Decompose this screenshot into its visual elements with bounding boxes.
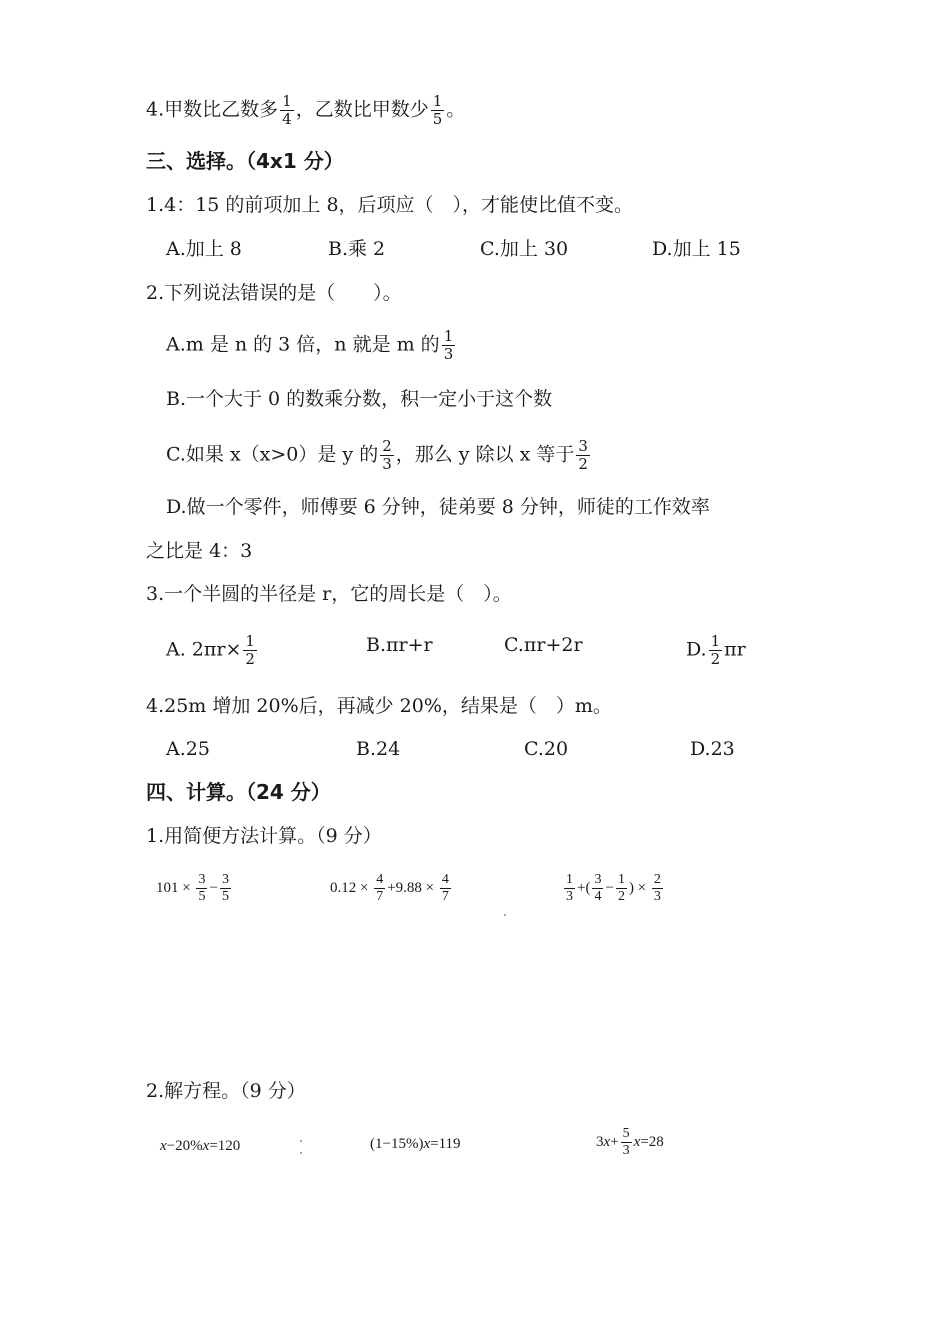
section-heading-choice: 三、选择。（4x1 分） [146, 149, 344, 173]
option-c: C.20 [524, 738, 569, 760]
fraction: $\frac{1}{3}$ [566, 872, 573, 904]
fraction: $\frac{1}{4}$ [282, 92, 292, 128]
fraction: $\frac{3}{4}$ [594, 872, 602, 904]
option-d-line-1: D.做一个零件，师傅要 6 分钟，徒弟要 8 分钟，师徒的工作效率 [166, 496, 710, 518]
option-c: C.加上 30 [480, 238, 569, 260]
fraction: $\frac{2}{3}$ [382, 437, 392, 473]
fraction: $\frac{1}{2}$ [710, 632, 721, 668]
option-a: A.25 [166, 738, 210, 760]
scan-speck [300, 1140, 302, 1142]
fraction: $\frac{1}{3}$ [443, 327, 454, 363]
scan-speck [300, 1152, 302, 1154]
fill-question-4: 4.甲数比乙数多 $\frac{1}{4}$ ，乙数比甲数少 $\frac{1}{5}$ 。 [146, 92, 466, 128]
fraction: $\frac{3}{2}$ [578, 437, 588, 473]
option-b: B.πr+r [366, 634, 433, 656]
option-a: A. 2πr× $\frac{1}{2}$ [166, 632, 255, 668]
equation-1: x−20%x=120 [160, 1138, 241, 1154]
fraction: $\frac{1}{5}$ [432, 92, 443, 128]
choice-question-4: 4.25m 增加 20%后，再减少 20%，结果是（ ）m。 [146, 695, 612, 717]
option-b: B.乘 2 [328, 238, 386, 260]
scan-speck [504, 914, 506, 916]
option-a: A.加上 8 [166, 238, 242, 260]
equation-2: (1−15%)x=119 [370, 1136, 461, 1152]
fraction: $\frac{1}{2}$ [245, 632, 255, 668]
choice-question-1: 1.4：15 的前项加上 8，后项应（ ），才能使比值不变。 [146, 194, 634, 216]
fraction: $\frac{2}{3}$ [653, 872, 661, 904]
option-c: C.πr+2r [504, 634, 583, 656]
fraction: $\frac{4}{7}$ [376, 872, 384, 904]
option-c: C.如果 x（x>0）是 y 的 $\frac{2}{3}$ ，那么 y 除以 x 等于 $\frac{3}{2}$ [166, 437, 588, 473]
option-d: D.加上 15 [652, 238, 741, 260]
calc-expression-3: $\frac{1}{3}$ +( $\frac{3}{4}$ − $\frac{1}{2}$ ) × $\frac{2}{3}$ [566, 872, 661, 904]
fraction: $\frac{5}{3}$ [622, 1126, 630, 1158]
option-b: B.24 [356, 738, 401, 760]
choice-question-3: 3.一个半圆的半径是 r，它的周长是（ ）。 [146, 583, 512, 605]
option-d: D. $\frac{1}{2}$ πr [686, 632, 746, 668]
fraction: $\frac{3}{5}$ [221, 872, 229, 904]
calc-expression-1: 101 × $\frac{3}{5}$ − $\frac{3}{5}$ [156, 872, 229, 904]
fraction: $\frac{3}{5}$ [198, 872, 206, 904]
calc-expression-2: 0.12 × $\frac{4}{7}$ +9.88 × $\frac{4}{7}$ [330, 872, 449, 904]
option-b: B.一个大于 0 的数乘分数，积一定小于这个数 [166, 388, 553, 410]
option-a: A.m 是 n 的 3 倍，n 就是 m 的 $\frac{1}{3}$ [166, 327, 454, 363]
choice-question-2: 2.下列说法错误的是（ ）。 [146, 282, 402, 304]
fraction: $\frac{1}{2}$ [617, 872, 625, 904]
calc-subsection-2-title: 2.解方程。（9 分） [146, 1080, 306, 1102]
option-d: D.23 [690, 738, 735, 760]
fraction: $\frac{4}{7}$ [441, 872, 449, 904]
option-d-line-2: 之比是 4：3 [146, 540, 253, 562]
section-heading-calc: 四、计算。（24 分） [146, 780, 331, 804]
calc-subsection-1-title: 1.用简便方法计算。（9 分） [146, 825, 382, 847]
equation-3: 3x+ $\frac{5}{3}$ x=28 [596, 1126, 664, 1158]
